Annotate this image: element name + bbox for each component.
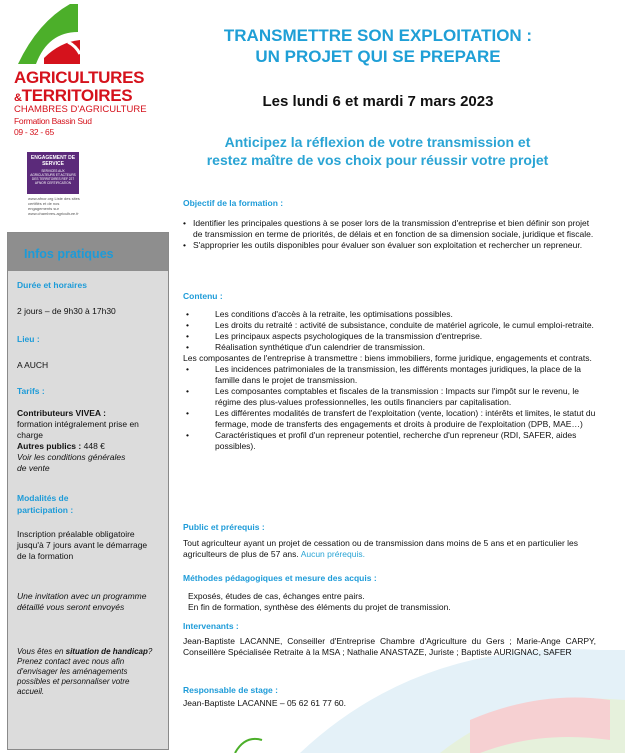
list-item: • S'approprier les outils disponibles pour évaluer son évaluer son exploitation et rechercher un repreneur. (183, 240, 598, 251)
sidebar-title: Infos pratiques (24, 247, 114, 261)
brand-formation: Formation Bassin Sud (14, 116, 92, 126)
infos-pratiques-sidebar (7, 232, 169, 750)
engagement-service-badge: ENGAGEMENT DE SERVICE SERVICES AUX AGRICULTEURS ET ACTEURS DES TERRITOIRES REF 227 AFNOR CERTIFICATION (27, 152, 79, 194)
duree-value: 2 jours – de 9h30 à 17h30 (17, 306, 116, 316)
methodes-text: Exposés, études de cas, échanges entre pairs. En fin de formation, synthèse des éléments du projet de transmission. (188, 591, 451, 612)
objectif-list (183, 218, 598, 251)
chambre-agriculture-logo-icon (8, 2, 98, 68)
session-dates: Les lundi 6 et mardi 7 mars 2023 (262, 93, 494, 110)
brand-chambres: CHAMBRES D'AGRICULTURE (14, 104, 147, 115)
tagline: Anticipez la réflexion de votre transmission et restez maître de vos choix pour réussir votre projet (206, 134, 549, 168)
list-item: • Les conditions d'accès à la retraite, les optimisations possibles. (186, 309, 453, 319)
public-heading: Public et prérequis : (183, 522, 265, 532)
list-item: • Caractéristiques et profil d'un repreneur potentiel, recherche d'un repreneur (RDI, SAFER, aides possibles). (186, 430, 577, 451)
objectif-heading: Objectif de la formation : (183, 198, 284, 208)
inscription-text: Inscription préalable obligatoire jusqu'à 7 jours avant le démarrage de la formation (17, 529, 148, 561)
methodes-heading: Méthodes pédagogiques et mesure des acquis : (183, 573, 377, 583)
responsable-text: Jean-Baptiste LACANNE – 05 62 61 77 60. (183, 698, 347, 708)
intervenants-heading: Intervenants : (183, 621, 239, 631)
list-item: • Les composantes comptables et fiscales de la transmission : Impacts sur l'impôt sur le revenu, le régime des plus-values professionnelles, les outils financiers par capitalisation. (186, 386, 579, 407)
list-item: • Identifier les principales questions à se poser lors de la transmission d'entreprise et bien définir son projet de transmission en terme de priorités, de délais et en fonction de sa dimension sociale, juridique et fiscale. (183, 218, 598, 240)
tarifs-heading: Tarifs : (17, 386, 45, 396)
composantes-text: Les composantes de l'entreprise à transmettre : biens immobiliers, forme juridique, engagements et contrats. (183, 353, 592, 363)
lieu-heading: Lieu : (17, 334, 40, 344)
responsable-heading: Responsable de stage : (183, 685, 278, 695)
brand-agricultures: AGRICULTURES (14, 68, 145, 87)
invitation-text: Une invitation avec un programme détaillé vous seront envoyés (17, 591, 147, 612)
list-item: • Les incidences patrimoniales de la transmission, les différents montages juridiques, la place de la famille dans le projet de transmission. (186, 364, 582, 385)
brand-departements: 09 - 32 - 65 (14, 127, 54, 137)
modalites-heading: Modalités de participation : (17, 493, 74, 515)
list-item: • Les différentes modalités de transfert de l'exploitation (vente, location) : intérêts et limites, le statut du fermage, mode de transferts des engagements et droits à produire de l'exploitation (DPB, MAE…) (186, 408, 596, 429)
contenu-list (183, 309, 598, 452)
list-item: • Les principaux aspects psychologiques de la transmission d'entreprise. (186, 331, 483, 341)
public-text: Tout agriculteur ayant un projet de cessation ou de transmission dans moins de 5 ans et en particulier les agriculteurs de plus de 57 ans. Aucun prérequis. (183, 538, 579, 559)
duree-heading: Durée et horaires (17, 280, 87, 290)
contenu-heading: Contenu : (183, 291, 223, 301)
handicap-text: Vous êtes en situation de handicap? Prenez contact avec nous afin d'envisager les aménagements possibles et personnaliser votre accueil. (17, 647, 153, 696)
intervenants-text: Jean-Baptiste LACANNE, Conseiller d'Entreprise Chambre d'Agriculture du Gers ; Marie-Ange CARPY, Conseillère Spécialisée Retraite à la MSA ; Nathalie ANASTAZE, Juriste ; Baptiste AURIGNAC, SAFER (183, 636, 596, 657)
list-item: • Réalisation synthétique d'un calendrier de transmission. (186, 342, 425, 352)
list-item: • Les droits du retraité : activité de subsistance, conduite de matériel agricole, le cumul emploi-retraite. (186, 320, 594, 330)
lieu-value: A AUCH (17, 360, 49, 370)
page-title: TRANSMETTRE SON EXPLOITATION : UN PROJET QUI SE PREPARE (223, 26, 533, 66)
tarifs-details: Contributeurs VIVEA : formation intégralement prise en charge Autres publics : 448 € Voir les conditions générales de vente (17, 408, 139, 473)
brand-territoires: &TERRITOIRES (14, 86, 133, 105)
afnor-footer: www.afnor.org Liste des sites certifiés et de nos engagements sur www.chambres-agriculture.fr (28, 196, 80, 216)
